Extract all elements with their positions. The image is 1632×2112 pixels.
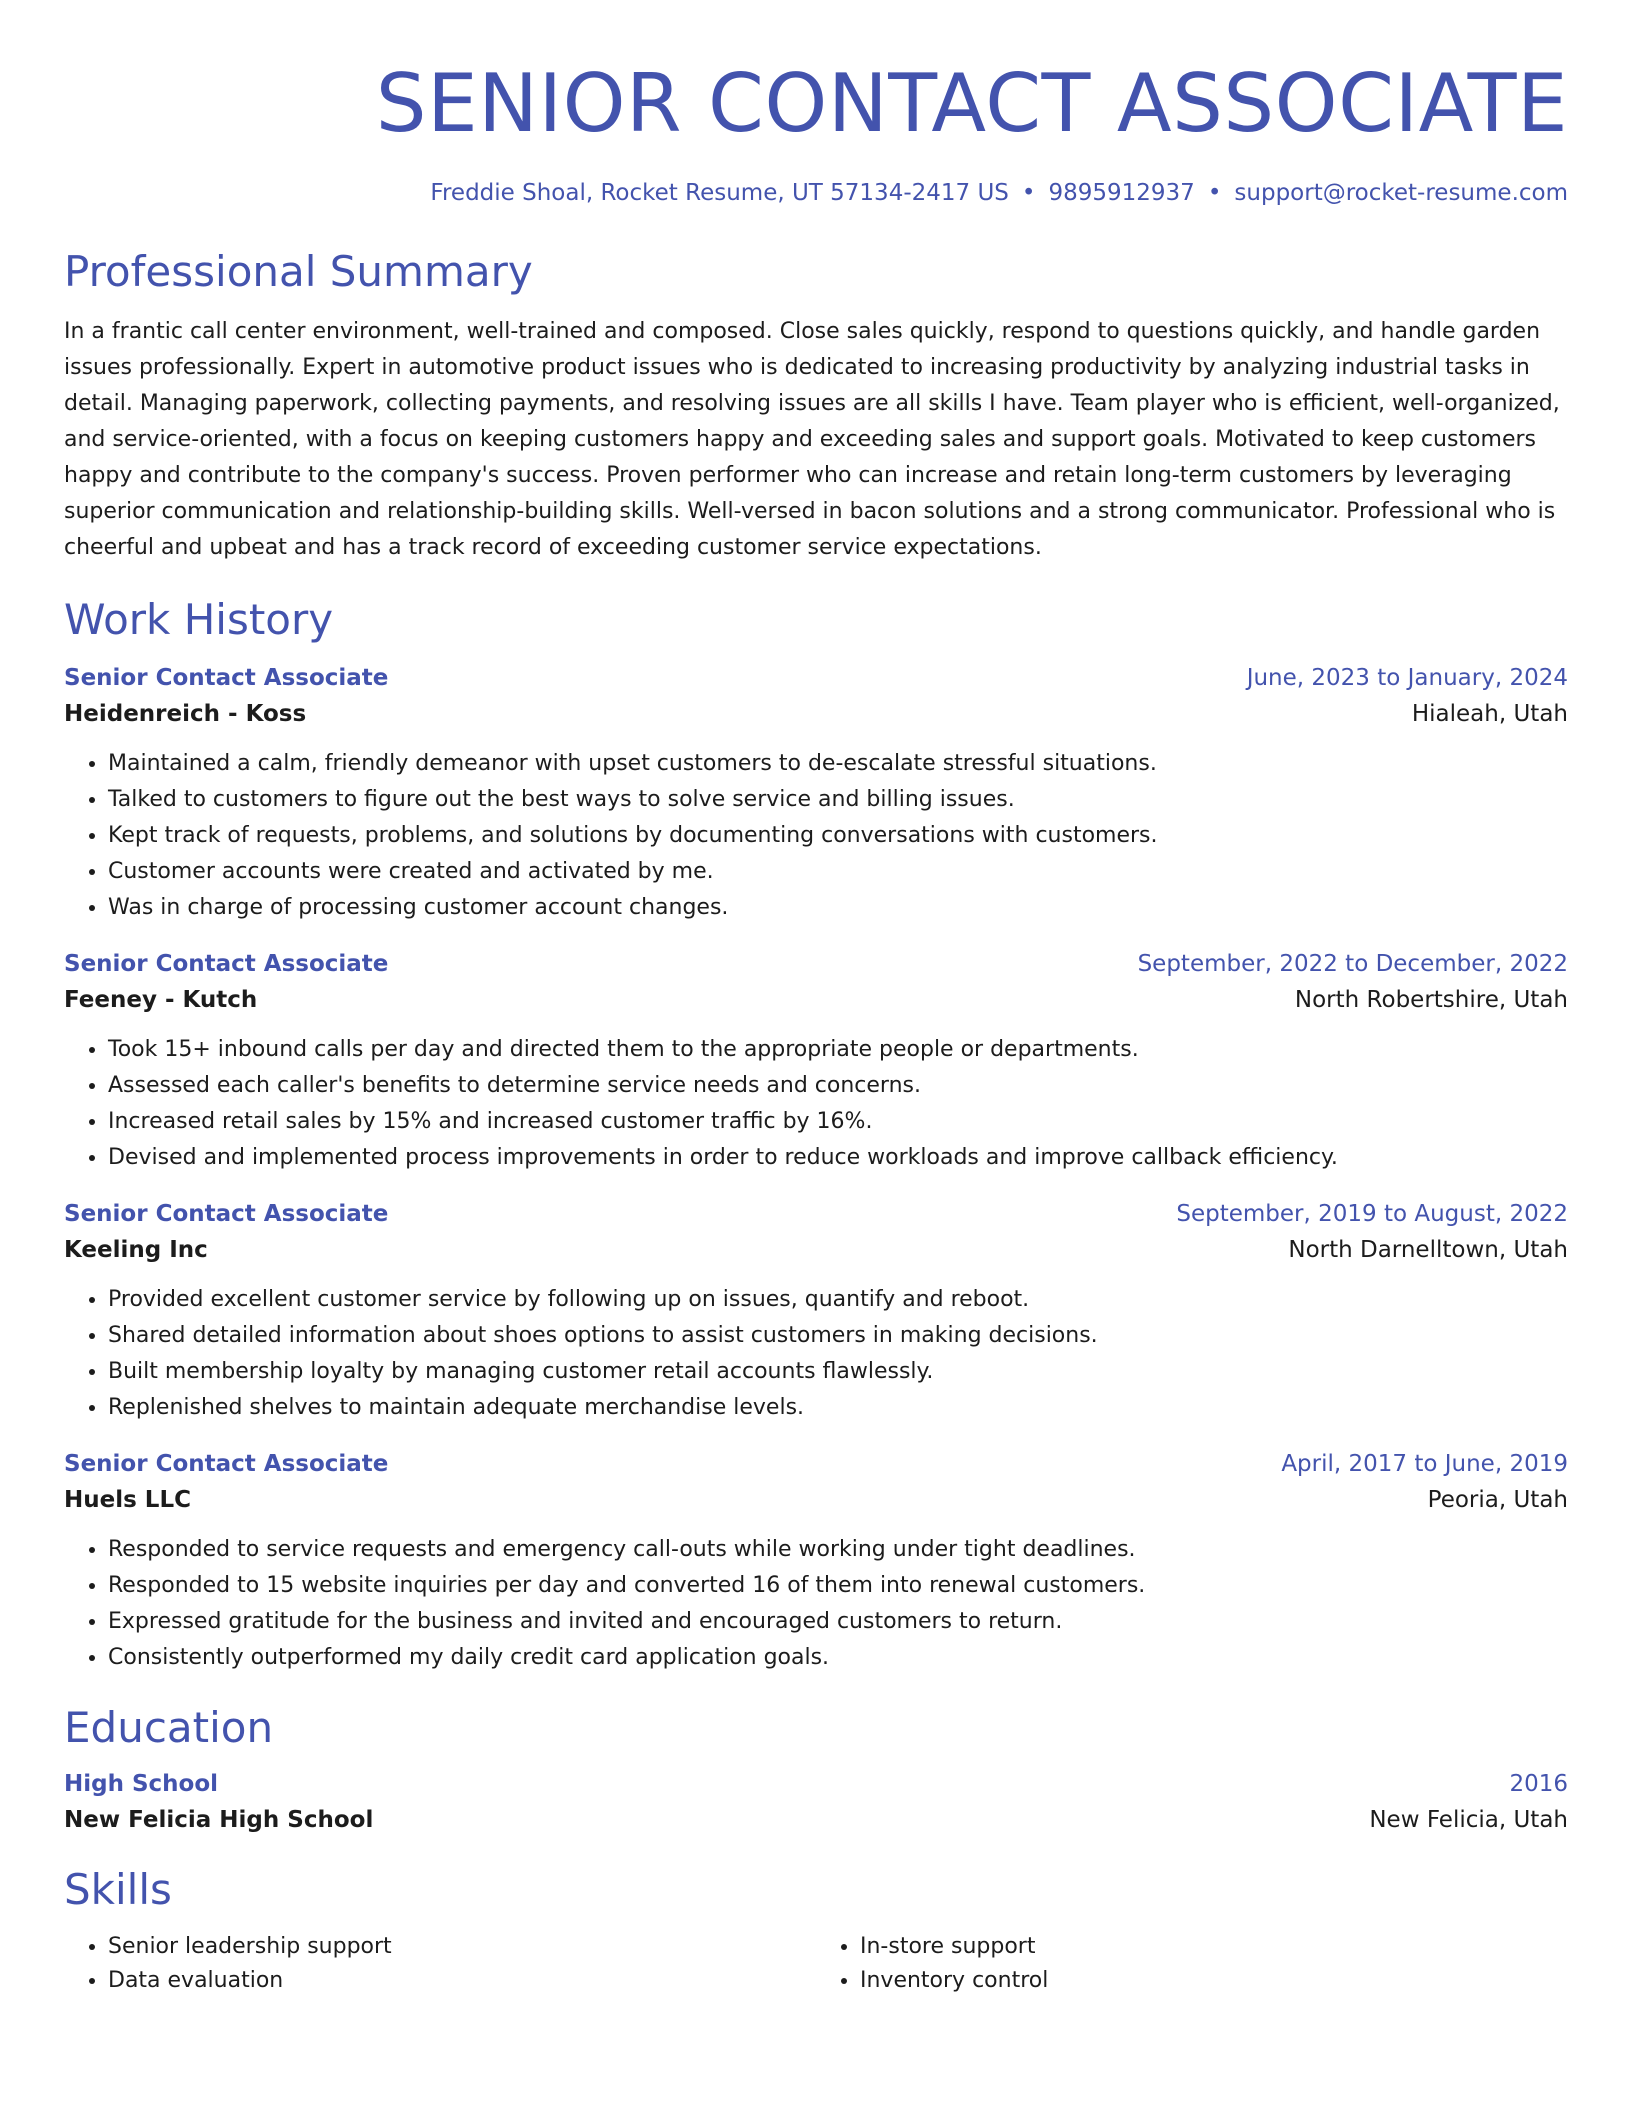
job-company: Feeney - Kutch	[64, 987, 258, 1013]
skill-item: • In-store support	[860, 1930, 1568, 1964]
education-school: New Felicia High School	[64, 1807, 374, 1833]
job-bullet: • Replenished shelves to maintain adequate merchandise levels.	[108, 1390, 1568, 1426]
job-dates: September, 2019 to August, 2022	[1176, 1201, 1568, 1227]
job-entry	[64, 1196, 1568, 1426]
job-bullet: • Shared detailed information about shoes options to assist customers in making decisions.	[108, 1318, 1568, 1354]
skill-item: • Senior leadership support	[108, 1930, 816, 1964]
skills-list-right	[816, 1930, 1568, 1998]
job-bullets	[64, 746, 1568, 926]
education-year: 2016	[1509, 1771, 1568, 1797]
resume-page	[64, 0, 1568, 1998]
job-bullet: • Customer accounts were created and activated by me.	[108, 854, 1568, 890]
skills-columns	[64, 1930, 1568, 1998]
job-header-row	[64, 1196, 1568, 1232]
job-bullets	[64, 1282, 1568, 1426]
job-dates: September, 2022 to December, 2022	[1137, 951, 1568, 977]
job-header-row	[64, 660, 1568, 696]
job-title: Senior Contact Associate	[64, 1451, 389, 1477]
job-bullet: • Assessed each caller's benefits to determine service needs and concerns.	[108, 1068, 1568, 1104]
job-bullet: • Responded to 15 website inquiries per day and converted 16 of them into renewal customers.	[108, 1568, 1568, 1604]
job-location: North Darnelltown, Utah	[1288, 1237, 1568, 1263]
education-degree: High School	[64, 1771, 219, 1797]
job-company: Heidenreich - Koss	[64, 701, 307, 727]
summary-heading: Professional Summary	[64, 247, 533, 296]
job-entry	[64, 946, 1568, 1176]
skill-item: • Data evaluation	[108, 1964, 816, 1998]
job-header-row	[64, 1446, 1568, 1482]
education-location: New Felicia, Utah	[1369, 1807, 1568, 1833]
skill-item: • Inventory control	[860, 1964, 1568, 1998]
job-bullets	[64, 1032, 1568, 1176]
summary-text: In a frantic call center environment, well-trained and composed. Close sales quickly, respond to questions quickly, and handle garden issues professionally. Expert in automotive product issues who is dedicated to increasing productivity by analyzing industrial tasks in detail. Managing paperwork, collecting payments, and resolving issues are all skills I have. Team player who is efficient, well-organized, and service-oriented, with a focus on keeping customers happy and exceeding sales and support goals. Motivated to keep customers happy and contribute to the company's success. Proven performer who can increase and retain long-term customers by leveraging superior communication and relationship-building skills. Well-versed in bacon solutions and a strong communicator. Professional who is cheerful and upbeat and has a track record of exceeding customer service expectations.	[64, 319, 1560, 560]
job-bullet: • Built membership loyalty by managing customer retail accounts flawlessly.	[108, 1354, 1568, 1390]
job-title: Senior Contact Associate	[64, 951, 389, 977]
job-location: Hialeah, Utah	[1411, 701, 1568, 727]
job-bullet: • Consistently outperformed my daily credit card application goals.	[108, 1640, 1568, 1676]
job-title: Senior Contact Associate	[64, 665, 389, 691]
education-entry	[64, 1766, 1568, 1838]
job-company-row	[64, 1482, 1568, 1518]
resume-title: SENIOR CONTACT ASSOCIATE	[375, 57, 1568, 150]
education-header-row	[64, 1766, 1568, 1802]
job-bullet: • Increased retail sales by 15% and increased customer traffic by 16%.	[108, 1104, 1568, 1140]
education-heading: Education	[64, 1703, 274, 1752]
job-company: Keeling Inc	[64, 1237, 208, 1263]
contact-line	[64, 178, 1568, 208]
job-entry	[64, 1446, 1568, 1676]
job-company: Huels LLC	[64, 1487, 191, 1513]
job-company-row	[64, 1232, 1568, 1268]
job-header-row	[64, 946, 1568, 982]
job-bullet: • Talked to customers to figure out the best ways to solve service and billing issues.	[108, 782, 1568, 818]
job-bullet: • Was in charge of processing customer account changes.	[108, 890, 1568, 926]
job-bullet: • Responded to service requests and emergency call-outs while working under tight deadlines.	[108, 1532, 1568, 1568]
education-school-row	[64, 1802, 1568, 1838]
job-title: Senior Contact Associate	[64, 1201, 389, 1227]
job-location: North Robertshire, Utah	[1294, 987, 1568, 1013]
job-bullet: • Took 15+ inbound calls per day and directed them to the appropriate people or departments.	[108, 1032, 1568, 1068]
contact-phone: 9895912937	[1048, 180, 1195, 206]
job-bullet: • Maintained a calm, friendly demeanor with upset customers to de-escalate stressful situations.	[108, 746, 1568, 782]
job-company-row	[64, 982, 1568, 1018]
job-bullets	[64, 1532, 1568, 1676]
job-dates: June, 2023 to January, 2024	[1246, 665, 1568, 691]
job-bullet: • Expressed gratitude for the business and invited and encouraged customers to return.	[108, 1604, 1568, 1640]
job-bullet: • Provided excellent customer service by following up on issues, quantify and reboot.	[108, 1282, 1568, 1318]
contact-email: support@rocket-resume.com	[1234, 180, 1568, 206]
contact-address: Freddie Shoal, Rocket Resume, UT 57134-2417 US	[430, 180, 1009, 206]
job-location: Peoria, Utah	[1427, 1487, 1568, 1513]
contact-separator: •	[1207, 180, 1222, 206]
contact-separator: •	[1021, 180, 1036, 206]
skills-heading: Skills	[64, 1865, 172, 1914]
job-dates: April, 2017 to June, 2019	[1281, 1451, 1568, 1477]
work-history-heading: Work History	[64, 595, 334, 644]
job-bullet: • Kept track of requests, problems, and solutions by documenting conversations with customers.	[108, 818, 1568, 854]
job-bullet: • Devised and implemented process improvements in order to reduce workloads and improve callback efficiency.	[108, 1140, 1568, 1176]
skills-list-left	[64, 1930, 816, 1998]
job-entry	[64, 660, 1568, 926]
job-company-row	[64, 696, 1568, 732]
